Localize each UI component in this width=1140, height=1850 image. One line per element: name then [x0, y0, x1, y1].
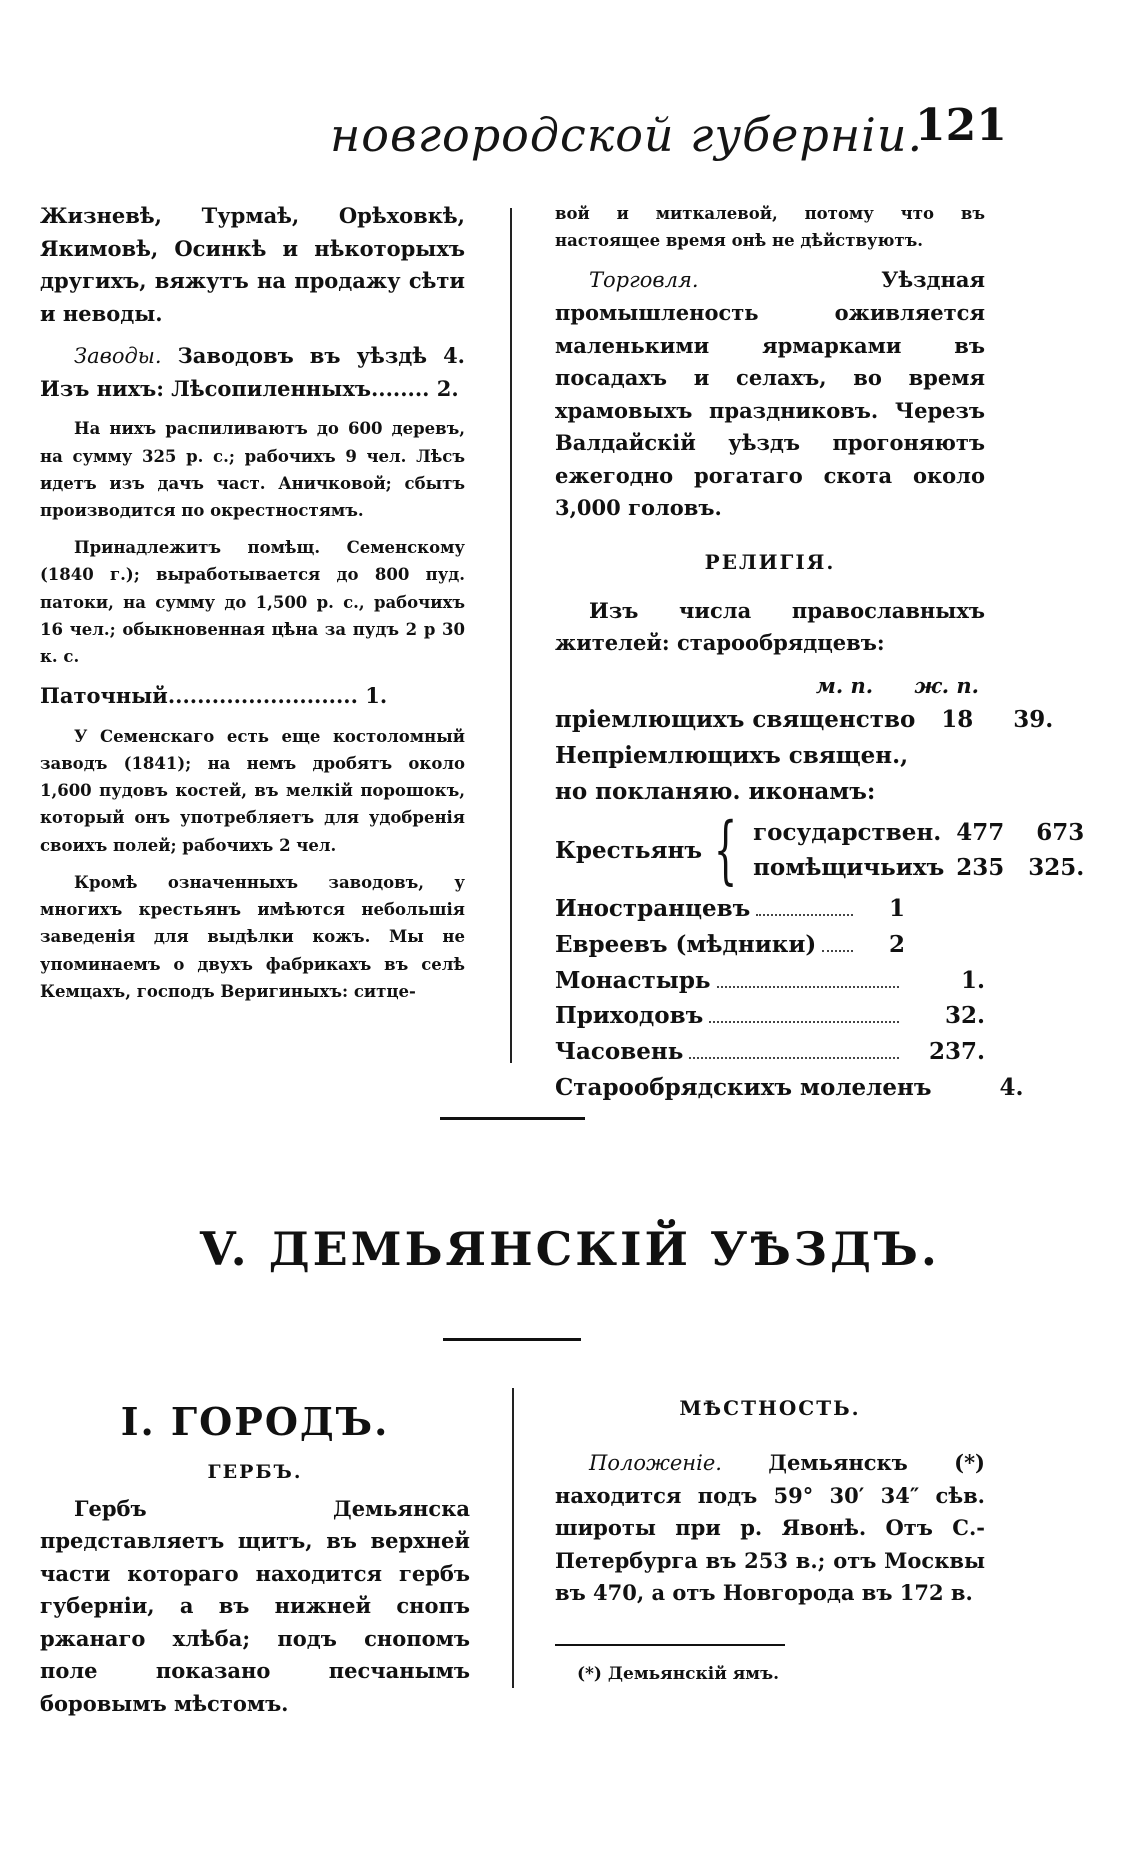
table-row — [555, 963, 985, 999]
row-label: Приходовъ — [555, 1002, 704, 1030]
paragraph-villages: Жизневѣ, Турмаѣ, Орѣховкѣ, Якимовѣ, Осинкѣ и нѣкоторыхъ другихъ, вяжутъ на продажу сѣти и неводы. — [40, 203, 465, 326]
coat-of-arms-text: Гербъ Демьянска представляетъ щитъ, въ верхней части котораго находится гербъ губерніи, а въ нижней снопъ ржанаго хлѣба; подъ снопомъ поле показано песчанымъ боровымъ мѣстомъ. — [40, 1495, 470, 1716]
separator-rule-upper — [440, 1117, 585, 1120]
paragraph-trade — [555, 264, 985, 524]
row-value-female: 673 — [1036, 818, 1085, 846]
paragraph-molasses-count: Паточный.......................... 1. — [40, 683, 388, 709]
row-label: Старообрядскихъ молеленъ — [555, 1073, 932, 1101]
footnote: (*) Демьянскій ямъ. — [577, 1663, 780, 1684]
row-value-male: 477 — [956, 818, 1005, 846]
row-value: 1 — [888, 895, 905, 923]
table-row — [555, 891, 985, 927]
running-header-title: новгородской губерніи. — [330, 108, 924, 162]
table-row — [555, 774, 985, 810]
row-value-female: 325. — [1028, 854, 1085, 882]
position-paragraph — [555, 1447, 985, 1610]
row-label: Евреевъ (мѣдники) — [555, 931, 817, 959]
table-row — [753, 850, 1084, 886]
table-row — [555, 1034, 985, 1070]
religion-intro: Изъ числа православныхъ жителей: старообрядцевъ: — [555, 597, 985, 656]
district-title: V. ДЕМЬЯНСКІЙ УѢЗДЪ. — [200, 1222, 940, 1276]
factories-label: Заводы. — [74, 344, 162, 369]
leader-dots — [689, 1057, 899, 1059]
row-value: 4. — [999, 1073, 1024, 1101]
peasants-label: Крестьянъ — [555, 836, 702, 864]
trade-text: Уѣздная промышленость оживляется маленькими ярмарками въ посадахъ и селахъ, во время храмовыхъ праздниковъ. Черезъ Валдайскій уѣздъ прогоняютъ ежегодно рогатаго скота около 3,000 головъ. — [555, 267, 985, 521]
right-column-top — [555, 200, 1085, 1105]
religion-table-header — [555, 670, 979, 703]
right-column-bottom — [555, 1393, 985, 1687]
factories-text: Заводовъ въ уѣздѣ 4. Изъ нихъ: Лѣсопиленныхъ........ 2. — [40, 343, 465, 401]
row-label: Часовень — [555, 1037, 684, 1065]
row-value: 2 — [888, 931, 905, 959]
paragraph-bone-mill: У Семенскаго есть еще костоломный заводъ (1841); на немъ дробятъ около 1,600 пудовъ костей, въ мелкій порошокъ, который онъ употребляетъ для удобренія своихъ полей; рабочихъ 2 чел. — [40, 726, 465, 855]
paragraph-molasses-owner: Принадлежитъ помѣщ. Семенскому (1840 г.); выработывается до 800 пуд. патоки, на сумму до 1,500 р. с., рабочихъ 16 чел.; обыкновенная цѣна за пудъ 2 р 30 к. с. — [40, 538, 465, 667]
row-label: Иностранцевъ — [555, 895, 751, 923]
row-value-female: 39. — [1013, 706, 1054, 734]
row-value: 237. — [928, 1037, 985, 1065]
left-column-bottom — [40, 1393, 470, 1730]
leader-dots — [717, 986, 899, 988]
column-divider-bottom — [512, 1388, 514, 1688]
locality-heading: МѢСТНОСТЬ. — [679, 1396, 861, 1420]
row-label: государствен. — [753, 818, 942, 846]
leader-dots — [822, 950, 853, 952]
column-divider-top — [510, 208, 512, 1063]
separator-rule-lower — [443, 1338, 581, 1341]
page-number: 121 — [915, 100, 1007, 151]
row-label: Непріемлющихъ священ., — [555, 742, 909, 770]
peasants-group — [555, 807, 1085, 894]
position-label: Положеніе. — [589, 1451, 722, 1475]
paragraph-fabric-continuation: вой и миткалевой, потому что въ настоящее время онѣ не дѣйствуютъ. — [555, 204, 985, 251]
table-row — [753, 815, 1084, 851]
column-male: м. п. — [815, 672, 874, 698]
table-row — [555, 927, 985, 963]
position-text: Демьянскъ (*) находится подъ 59° 30′ 34″ сѣв. широты при р. Явонѣ. Отъ С.-Петербурга въ 253 в.; отъ Москвы въ 470, а отъ Новгорода въ 172 в. — [555, 1450, 985, 1606]
leader-dots — [709, 1021, 899, 1023]
footnote-rule — [555, 1644, 785, 1646]
leader-dots — [756, 914, 853, 916]
peasants-rows — [753, 815, 1084, 886]
trade-label: Торговля. — [589, 268, 699, 293]
row-label: помѣщичьихъ — [753, 854, 945, 882]
table-row — [555, 738, 985, 774]
row-value-male: 18 — [941, 706, 974, 734]
row-label: Монастырь — [555, 966, 711, 994]
table-row — [555, 998, 985, 1034]
row-value: 32. — [944, 1002, 985, 1030]
table-row — [555, 1070, 1024, 1106]
coat-of-arms-heading: ГЕРБЪ. — [207, 1461, 303, 1483]
row-value-male: 235 — [956, 854, 1005, 882]
religion-table — [555, 670, 1085, 1105]
left-column-top — [40, 200, 465, 1015]
religion-heading: РЕЛИГІЯ. — [704, 549, 836, 574]
row-label: пріемлющихъ священство — [555, 706, 916, 734]
table-row — [555, 702, 1054, 738]
paragraph-factories — [40, 340, 465, 405]
city-heading: I. ГОРОДЪ. — [120, 1399, 390, 1444]
paragraph-leather: Кромѣ означенныхъ заводовъ, у многихъ крестьянъ имѣются небольшія заведенія для выдѣлки кожъ. Мы не упоминаемъ о двухъ фабрикахъ въ селѣ Кемцахъ, господъ Веригиныхъ: ситце- — [40, 872, 465, 1001]
column-female: ж. п. — [914, 672, 979, 698]
paragraph-sawmill-details: На нихъ распиливаютъ до 600 деревъ, на сумму 325 р. с.; рабочихъ 9 чел. Лѣсъ идетъ изъ дачъ част. Аничковой; сбытъ производится по окрестностямъ. — [40, 419, 465, 520]
row-value: 1. — [960, 966, 985, 994]
row-label: но покланяю. иконамъ: — [555, 777, 876, 805]
brace-symbol: { — [713, 807, 738, 894]
